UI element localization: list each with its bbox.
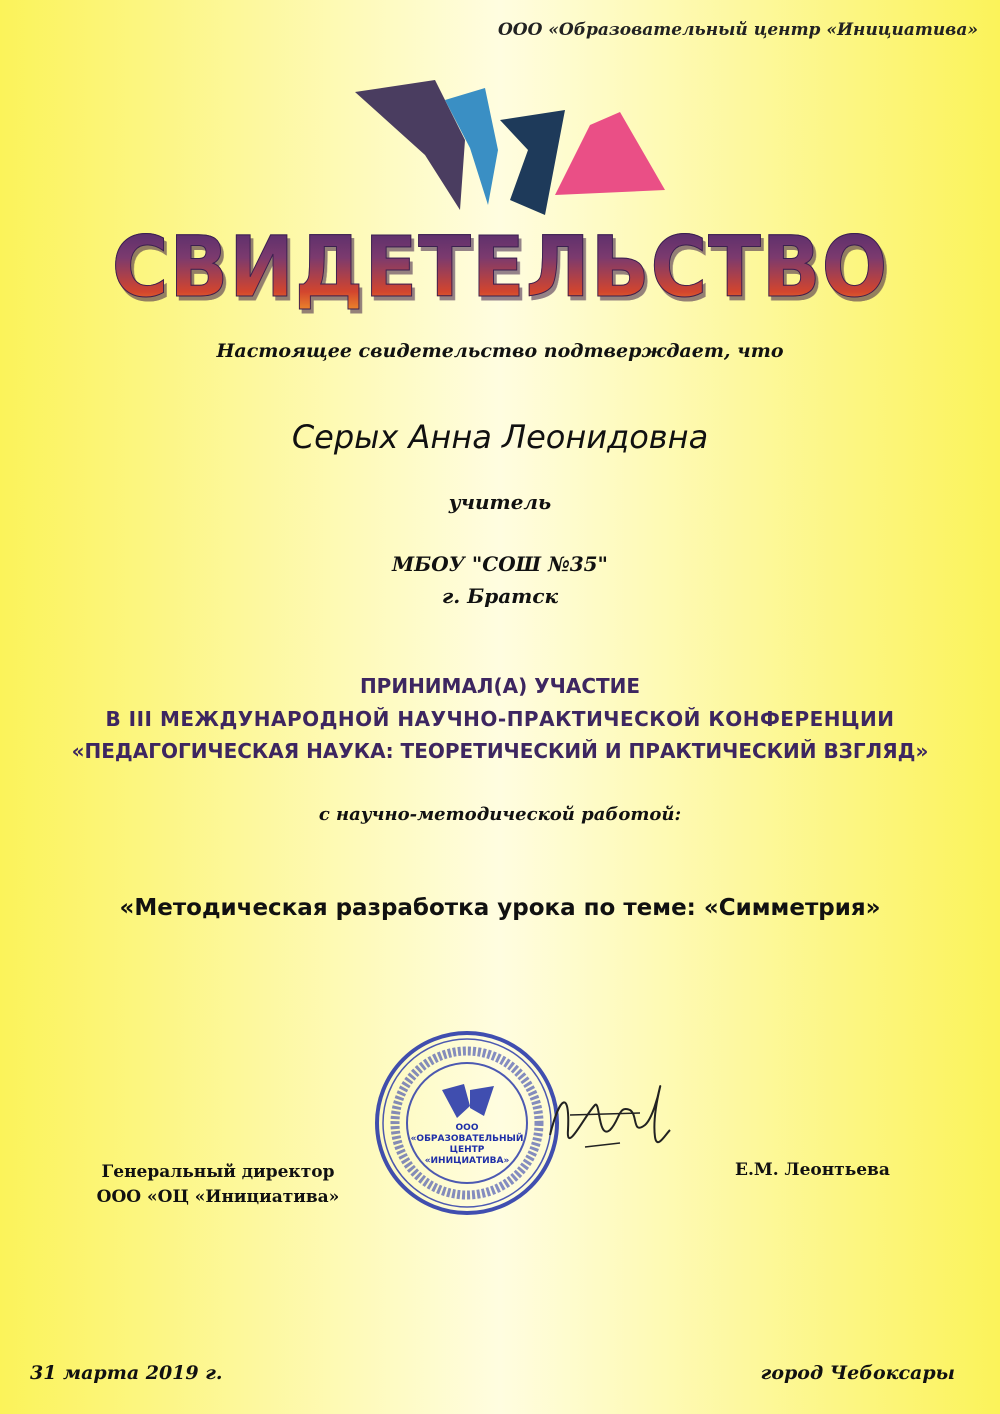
director-name: Е.М. Леонтьева <box>735 1160 890 1180</box>
stamp-line-3: ЦЕНТР <box>449 1145 485 1155</box>
recipient-position: учитель <box>448 490 552 514</box>
participation-line-1: ПРИНИМАЛ(А) УЧАСТИЕ <box>359 674 641 698</box>
director-line-1: Генеральный директор <box>101 1162 335 1182</box>
issue-place: город Чебоксары <box>760 1362 955 1384</box>
director-title <box>88 1160 348 1210</box>
issue-date: 31 марта 2019 г. <box>30 1362 223 1384</box>
header-organization: ООО «Образовательный центр «Инициатива» <box>497 20 978 40</box>
book-logo-icon <box>350 80 670 220</box>
stamp-line-4: «ИНИЦИАТИВА» <box>424 1156 510 1166</box>
recipient-organization: МБОУ "СОШ №35" <box>392 552 608 576</box>
recipient-city: г. Братск <box>441 584 559 608</box>
recipient-name: Серых Анна Леонидовна <box>291 418 709 456</box>
certificate-title: СВИДЕТЕЛЬСТВО <box>111 218 889 316</box>
participation-line-2: В III МЕЖДУНАРОДНОЙ НАУЧНО-ПРАКТИЧЕСКОЙ КОНФЕРЕНЦИИ <box>105 707 895 731</box>
work-title: «Методическая разработка урока по теме: «Симметрия» <box>119 895 881 921</box>
handwritten-signature-icon <box>540 1075 680 1165</box>
work-intro: с научно-методической работой: <box>318 804 682 825</box>
stamp-line-2: «ОБРАЗОВАТЕЛЬНЫЙ <box>410 1134 524 1144</box>
participation-line-3: «ПЕДАГОГИЧЕСКАЯ НАУКА: ТЕОРЕТИЧЕСКИЙ И ПРАКТИЧЕСКИЙ ВЗГЛЯД» <box>71 739 929 763</box>
confirm-text: Настоящее свидетельство подтверждает, что <box>216 340 784 362</box>
director-line-2: ООО «ОЦ «Инициатива» <box>96 1187 340 1207</box>
stamp-line-1: ООО <box>455 1123 479 1133</box>
organization-stamp-icon <box>372 1028 562 1218</box>
